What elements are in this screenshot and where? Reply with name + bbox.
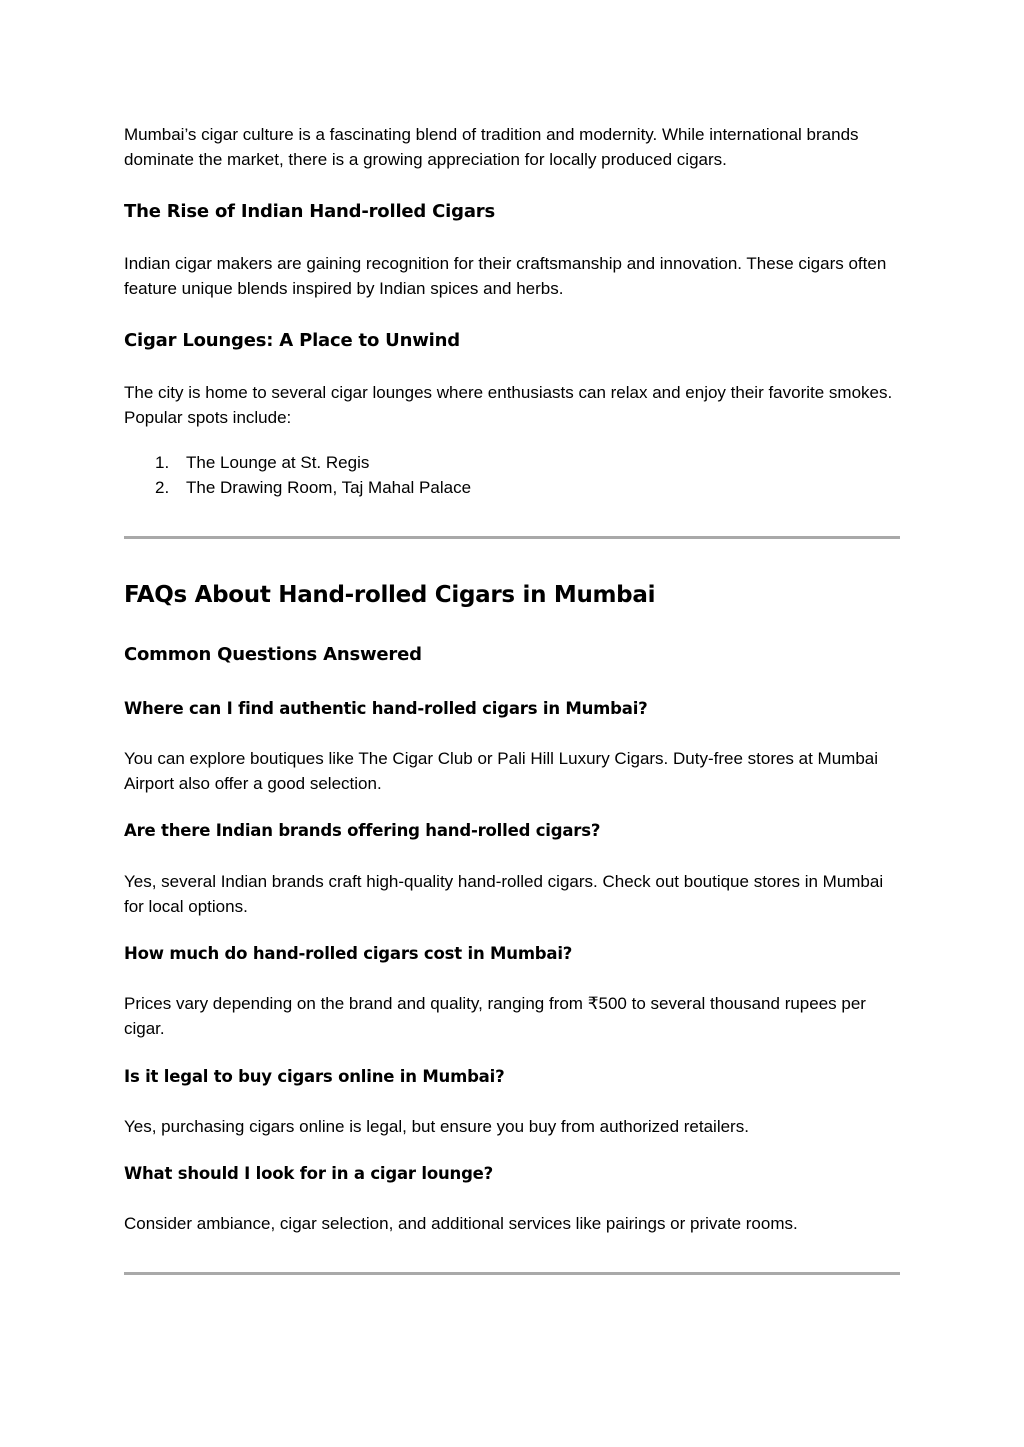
rise-paragraph: Indian cigar makers are gaining recognition for their craftsmanship and innovation. These cigars often feature unique blends inspired by Indian spices and herbs. [124, 254, 887, 298]
faq-answer: You can explore boutiques like The Cigar Club or Pali Hill Luxury Cigars. Duty-free stores at Mumbai Airport also offer a good selection. [124, 749, 879, 793]
intro-paragraph: Mumbai’s cigar culture is a fascinating blend of tradition and modernity. While international brands dominate the market, there is a growing appreciation for locally produced cigars. [124, 125, 859, 169]
faq-answer: Yes, purchasing cigars online is legal, but ensure you buy from authorized retailers. [124, 1117, 749, 1136]
lounges-paragraph: The city is home to several cigar lounges where enthusiasts can relax and enjoy their favorite smokes. Popular spots include: [124, 383, 893, 427]
section-divider [124, 536, 900, 539]
section-divider [124, 1272, 900, 1275]
faqs-subheading: Common Questions Answered [124, 644, 422, 665]
list-item [124, 450, 471, 475]
faq-question: Are there Indian brands offering hand-rolled cigars? [124, 821, 601, 840]
faq-question: Is it legal to buy cigars online in Mumbai? [124, 1067, 505, 1086]
faq-answer: Yes, several Indian brands craft high-quality hand-rolled cigars. Check out boutique stores in Mumbai for local options. [124, 872, 884, 916]
list-item-label: The Drawing Room, Taj Mahal Palace [186, 478, 472, 497]
lounges-heading: Cigar Lounges: A Place to Unwind [124, 330, 460, 351]
rise-heading: The Rise of Indian Hand-rolled Cigars [124, 201, 495, 222]
list-item [124, 475, 471, 500]
faq-answer: Prices vary depending on the brand and quality, ranging from ₹500 to several thousand rupees per cigar. [124, 994, 866, 1038]
faq-question: Where can I find authentic hand-rolled cigars in Mumbai? [124, 699, 648, 718]
list-item-number: 2. [155, 478, 170, 497]
list-item-label: The Lounge at St. Regis [186, 453, 370, 472]
faq-answer: Consider ambiance, cigar selection, and additional services like pairings or private rooms. [124, 1214, 798, 1233]
list-item-number: 1. [155, 453, 170, 472]
faqs-heading: FAQs About Hand-rolled Cigars in Mumbai [124, 582, 656, 608]
faq-question: How much do hand-rolled cigars cost in Mumbai? [124, 944, 573, 963]
lounges-list [124, 450, 471, 500]
faq-question: What should I look for in a cigar lounge? [124, 1164, 494, 1183]
